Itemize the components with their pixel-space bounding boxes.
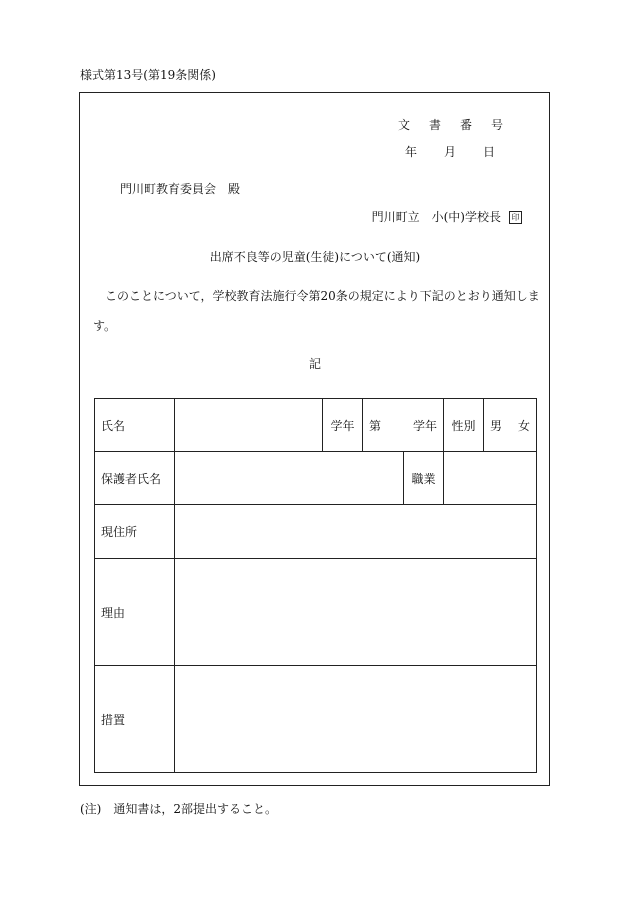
measures-value-cell[interactable] [175, 666, 537, 773]
document-title: 出席不良等の児童(生徒)について(通知) [209, 250, 421, 264]
student-info-table [94, 398, 537, 773]
reason-label: 理由 [101, 605, 126, 620]
addressee: 門川町教育委員会 殿 [120, 182, 241, 196]
sex-label: 性別 [451, 418, 476, 433]
grade-prefix: 第 [369, 418, 382, 433]
footnote: (注) 通知書は，2部提出すること。 [80, 802, 277, 816]
name-label: 氏名 [101, 418, 126, 433]
school-year-label: 学年 [330, 418, 355, 433]
seal-icon: 印 [509, 211, 522, 224]
address-value-cell[interactable] [175, 505, 537, 559]
address-label: 現住所 [101, 525, 138, 539]
sex-label-cell [444, 399, 484, 452]
guardian-label-cell [95, 452, 175, 505]
measures-label: 措置 [101, 712, 126, 727]
occupation-label: 職業 [411, 471, 436, 486]
reason-value-cell[interactable] [175, 559, 537, 666]
school-year-label-cell [323, 399, 363, 452]
document-number-label: 文書番号 [397, 118, 522, 132]
occupation-value-cell[interactable] [444, 452, 537, 505]
grade-cell[interactable] [363, 399, 444, 452]
grade-suffix: 学年 [412, 418, 437, 433]
form-number: 様式第13号(第19条関係) [80, 68, 216, 82]
body-text: このことについて，学校教育法施行令第20条の規定により下記のとおり通知します。 [93, 289, 540, 333]
sex-value-cell[interactable] [484, 399, 537, 452]
occupation-label-cell [404, 452, 444, 505]
guardian-value-cell[interactable] [175, 452, 404, 505]
table-row [95, 559, 537, 666]
table-row [95, 399, 537, 452]
date-label: 年月日 [404, 145, 522, 159]
sender-name: 門川町立 小(中)学校長 [371, 210, 501, 224]
table-row [95, 666, 537, 773]
sender [372, 208, 522, 225]
ki-heading: 記 [308, 357, 321, 371]
male-option[interactable]: 男 [490, 418, 503, 433]
table-row [95, 452, 537, 505]
table-row [95, 505, 537, 559]
reason-label-cell [95, 559, 175, 666]
guardian-label: 保護者氏名 [101, 471, 162, 486]
address-label-cell [95, 505, 175, 559]
name-value-cell[interactable] [175, 399, 323, 452]
measures-label-cell [95, 666, 175, 773]
name-label-cell [95, 399, 175, 452]
female-option[interactable]: 女 [517, 418, 530, 433]
